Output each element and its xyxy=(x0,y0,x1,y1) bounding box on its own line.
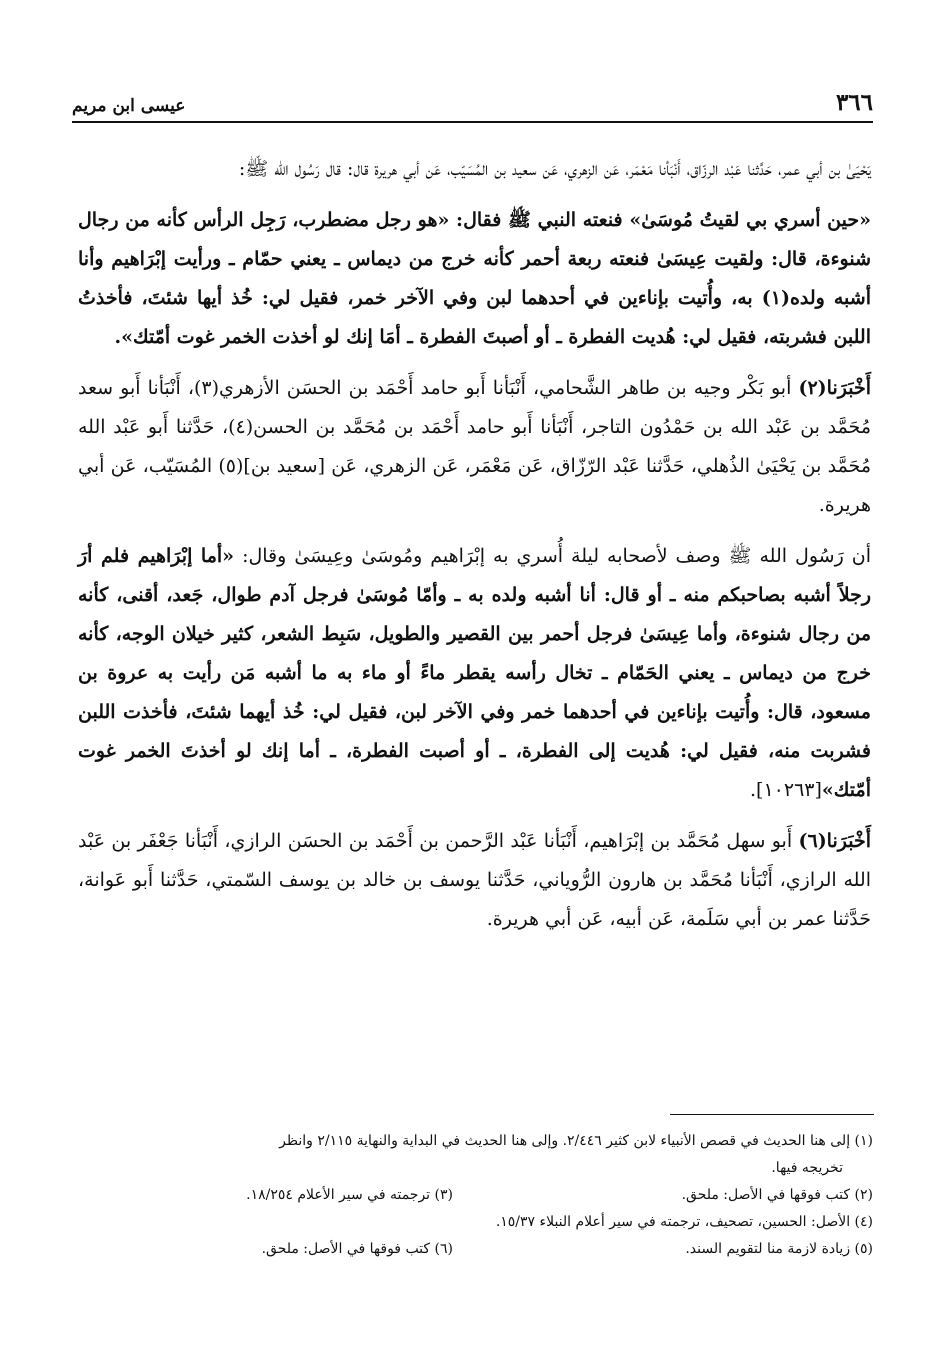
footnote-2: (٢) كتب فوقها في الأصل: ملحق. xyxy=(681,1187,873,1203)
akhbarana-keyword: أَخْبَرَنا(٦) xyxy=(798,830,871,852)
paragraph-hadith-2 xyxy=(78,537,871,810)
hadith-number: [١٠٢٦٣]. xyxy=(750,779,822,801)
footnote-3: (٣) ترجمته في سير الأعلام ١٨/٢٥٤. xyxy=(246,1187,453,1203)
hadith-text: «أما إبْرَاهيم فلم أرَ رجلاً أشبه بصاحبكم منه ـ أو قال: أنا أشبه ولده به ـ وأمّا مُوسَىٰ فرجل آدم طوال، جَعد، أقنى، كأنه من رجال شنوءة، وأما عِيسَىٰ فرجل أحمر بين القصير والطويل، سَبِط الشعر، كثير خيلان الوجه، كأنه خرج من ديماس ـ يعني الحَمّام ـ تخال رأسه يقطر ماءً أو ماء به ما أشبه مَن رأيت به عروة بن مسعود، قال: وأُتيت بإناءين في أحدهما خمر وفي الآخر لبن، فقيل لي: خُذ أيهما شئتَ، فأخذت اللبن فشربت منه، فقيل لي: هُديت إلى الفطرة، ـ أو أصبت الفطرة، ـ أما إنك لو أخذتَ الخمر غوت أمّتك» xyxy=(78,545,871,801)
hadith-intro: أن رَسُول الله ﷺ وصف لأصحابه ليلة أُسري به إبْرَاهيم ومُوسَىٰ وعِيسَىٰ وقال: xyxy=(234,545,871,567)
footnote-5: (٥) زيادة لازمة منا لتقويم السند. xyxy=(685,1241,873,1257)
paragraph-isnad-2 xyxy=(78,369,871,525)
footnote-6: (٦) كتب فوقها في الأصل: ملحق. xyxy=(261,1241,453,1257)
footnote-row xyxy=(78,1236,873,1263)
isnad-text: أبو بَكْر وجيه بن طاهر الشَّحامي، أَنْبَأنا أَبو حامد أَحْمَد بن الحسَن الأزهري(٣)، أَنْبَأنا أَبو سعد مُحَمَّد بن عَبْد الله بن حَمْدُون التاجر، أَنْبَأنا أَبو حامد أَحْمَد بن مُحَمَّد بن الحسن(٤)، حَدَّثنا أَبو عَبْد الله مُحَمَّد بن يَحْيَىٰ الذُهلي، حَدَّثنا عَبْد الرّزّاق، عَن مَعْمَر، عَن الزهري، عَن [سعيد بن](٥) المُسَيّب، عَن أبي هريرة. xyxy=(78,377,871,516)
isnad-text: أَبو سهل مُحَمَّد بن إبْرَاهيم، أَنْبَأنا عَبْد الرَّحمن بن أَحْمَد بن الحسَن الرازي، أَنْبَأنا جَعْفَر بن عَبْد الله الرازي، أَنْبَأنا مُحَمَّد بن هارون الرُّوياني، حَدَّثنا يوسف بن خالد بن يوسف السّمتي، حَدَّثنا أَبو عَوانة، حَدَّثنا عمر بن أبي سَلَمة، عَن أبيه، عَن أبي هريرة. xyxy=(78,830,871,930)
paragraph-hadith-1: «حين أسري بي لقيتُ مُوسَىٰ» فنعته النبي ﷺ فقال: «هو رجل مضطرب، رَجِل الرأس كأنه من رجال شنوءة، قال: ولقيت عِيسَىٰ فنعته ربعة أحمر كأنه خرج من ديماس ـ يعني حمّام ـ ورأيت إبْرَاهيم وأنا أشبه ولده(١) به، وأُتيت بإناءين في أحدهما لبن وفي الآخر خمر، فقيل لي: خُذ أيها شئتَ، فأخذتُ اللبن فشربته، فقيل لي: هُديت الفطرة ـ أو أصبتَ الفطرة ـ أمَا إنك لو أخذت الخمر غوت أمّتك». xyxy=(78,209,871,348)
page-number: ٣٦٦ xyxy=(835,89,873,116)
footnotes xyxy=(78,1128,873,1263)
footnote-4: (٤) الأصل: الحسين، تصحيف، ترجمته في سير أعلام النبلاء ١٥/٣٧. xyxy=(495,1214,873,1230)
paragraph-isnad-1: يَحْيَىٰ بن أبي عمر، حَدَّثنا عَبْد الرزّاق، أَنْبَأنا مَعْمَر، عَن الزهري، عَن سعيد بن المُسَيّب، عَن أبي هريرة قال: قال رَسُول الله ﷺ: xyxy=(238,158,871,180)
header-rule xyxy=(72,121,873,123)
footnote-rule xyxy=(670,1114,874,1115)
footnote-1-continuation: تخريجه فيها. xyxy=(771,1160,843,1176)
paragraph-isnad-3 xyxy=(78,822,871,939)
main-text xyxy=(78,150,871,951)
page-header xyxy=(72,86,873,116)
footnote-row xyxy=(78,1182,873,1209)
running-title: عيسى ابن مريم xyxy=(72,96,186,116)
footnote-1: (١) إلى هنا الحديث في قصص الأنبياء لابن كثير ٢/٤٤٦. وإلى هنا الحديث في البداية والنهاية ٢/١١٥ وانظر xyxy=(279,1133,873,1149)
akhbarana-keyword: أَخْبَرَنا(٢) xyxy=(798,377,871,399)
